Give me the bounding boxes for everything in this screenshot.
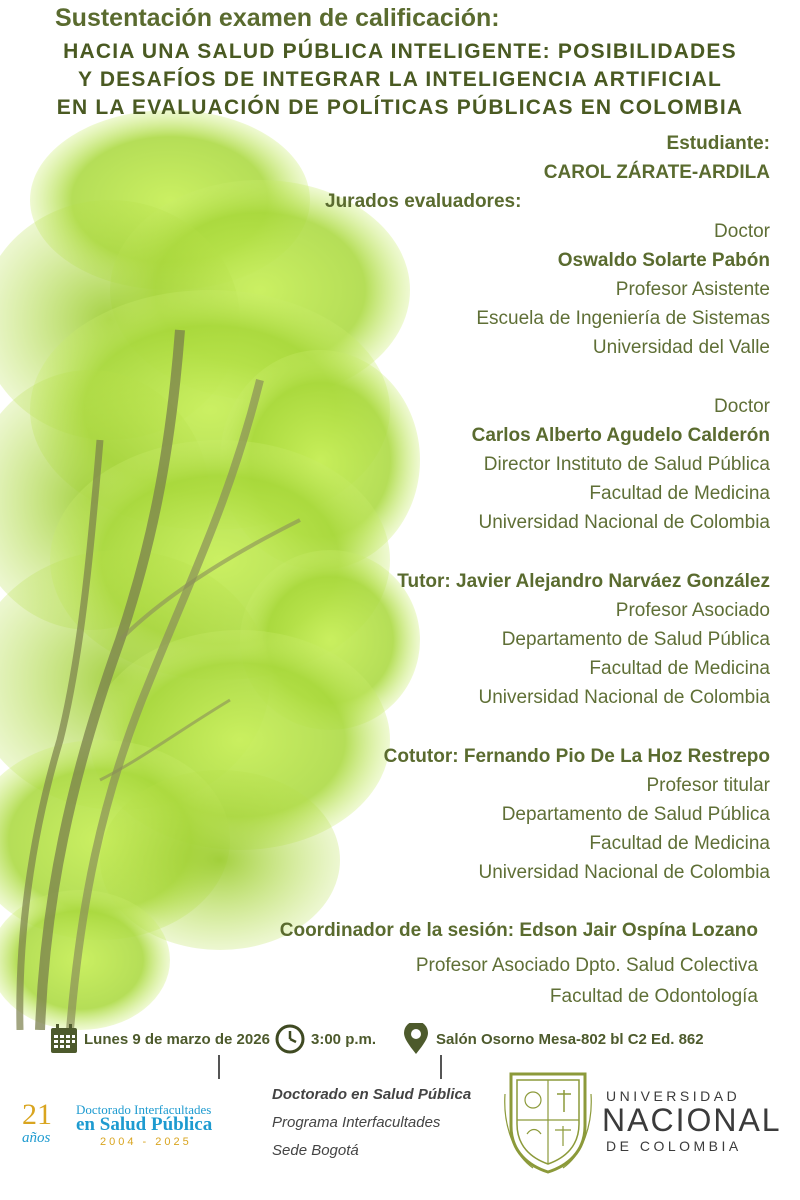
program-title: Doctorado en Salud Pública (272, 1086, 472, 1103)
event-time-text: 3:00 p.m. (311, 1030, 377, 1048)
tutor-label: Tutor: Javier Alejandro Narváez González (397, 571, 770, 592)
cotutor-line-4: Universidad Nacional de Colombia (478, 862, 770, 883)
university-name-line-3: DE COLOMBIA (606, 1138, 742, 1154)
student-label: Estudiante: (666, 133, 770, 154)
event-date-text: Lunes 9 de marzo de 2026 (84, 1030, 270, 1048)
tutor-line-1: Profesor Asociado (615, 600, 770, 621)
coordinator-line-1: Profesor Asociado Dpto. Salud Colectiva (415, 955, 758, 976)
anniversary-number: 21 (22, 1098, 52, 1131)
program-line-3: Sede Bogotá (272, 1142, 359, 1159)
jury-2-line-3: Universidad Nacional de Colombia (478, 512, 770, 533)
divider-tick (440, 1055, 442, 1079)
jury-1-line-3: Universidad del Valle (592, 337, 770, 358)
thesis-title-line-2: Y DESAFÍOS DE INTEGRAR LA INTELIGENCIA ARTIFICIAL (77, 68, 723, 91)
coordinator-line-2: Facultad de Odontología (549, 986, 758, 1007)
doctorate-years: 2004 - 2025 (100, 1136, 192, 1148)
event-title: Sustentación examen de calificación: (55, 4, 500, 32)
event-date (50, 1022, 270, 1056)
anniversary-word: años (22, 1130, 51, 1146)
coordinator-label: Coordinador de la sesión: Edson Jair Ospína Lozano (279, 920, 758, 941)
student-name: CAROL ZÁRATE-ARDILA (543, 162, 770, 183)
doctorate-logo-line-1: Doctorado Interfacultades (76, 1102, 212, 1117)
cotutor-label: Cotutor: Fernando Pio De La Hoz Restrepo (383, 746, 770, 767)
jury-2-name: Carlos Alberto Agudelo Calderón (471, 425, 770, 446)
jury-2-title: Doctor (714, 396, 770, 417)
thesis-title-line-3: EN LA EVALUACIÓN DE POLÍTICAS PÚBLICAS EN COLOMBIA (56, 96, 744, 119)
calendar-icon (50, 1024, 78, 1054)
jury-1-name: Oswaldo Solarte Pabón (557, 250, 770, 271)
program-line-2: Programa Interfacultades (272, 1114, 441, 1131)
cotutor-line-1: Profesor titular (646, 775, 770, 796)
university-name-line-1: UNIVERSIDAD (606, 1088, 741, 1104)
location-pin-icon (402, 1023, 430, 1055)
university-seal-icon (503, 1064, 593, 1174)
university-name-line-2: NACIONAL (602, 1102, 782, 1138)
event-place (402, 1022, 704, 1056)
thesis-title-line-1: HACIA UNA SALUD PÚBLICA INTELIGENTE: POSIBILIDADES (63, 40, 737, 63)
event-place-text: Salón Osorno Mesa-802 bl C2 Ed. 862 (436, 1030, 704, 1048)
tree-illustration (0, 80, 420, 1030)
jury-1-title: Doctor (714, 221, 770, 242)
event-time (275, 1022, 376, 1056)
cotutor-line-2: Departamento de Salud Pública (501, 804, 770, 825)
tutor-line-2: Departamento de Salud Pública (501, 629, 770, 650)
tutor-line-3: Facultad de Medicina (589, 658, 770, 679)
clock-icon (275, 1024, 305, 1054)
jury-1-line-1: Profesor Asistente (615, 279, 770, 300)
jury-2-line-1: Director Instituto de Salud Pública (483, 454, 770, 475)
cotutor-line-3: Facultad de Medicina (589, 833, 770, 854)
jury-2-line-2: Facultad de Medicina (589, 483, 770, 504)
tutor-line-4: Universidad Nacional de Colombia (478, 687, 770, 708)
doctorate-logo-line-2: en Salud Pública (76, 1114, 213, 1135)
divider-tick (218, 1055, 220, 1079)
jury-label: Jurados evaluadores: (325, 191, 522, 212)
jury-1-line-2: Escuela de Ingeniería de Sistemas (476, 308, 770, 329)
